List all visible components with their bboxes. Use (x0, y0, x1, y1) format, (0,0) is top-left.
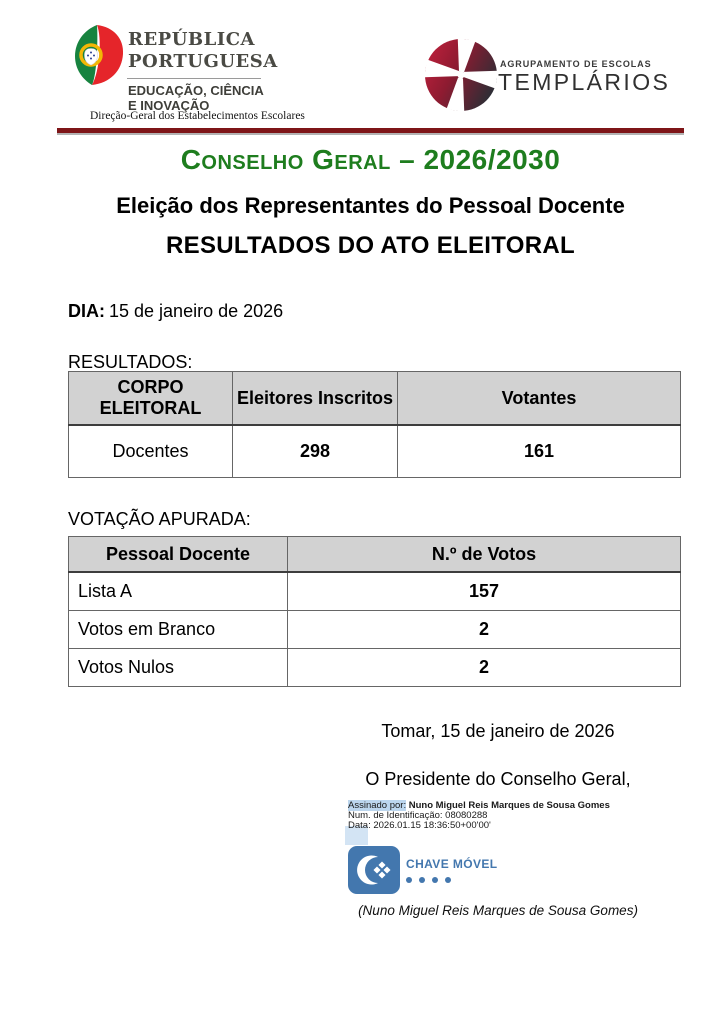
ministry-line1: EDUCAÇÃO, CIÊNCIA (128, 83, 264, 98)
school-group-label: AGRUPAMENTO DE ESCOLAS (500, 59, 652, 69)
results-table-row (69, 425, 681, 478)
voting-header-votos: N.º de Votos (288, 537, 681, 573)
chave-dot (432, 877, 438, 883)
chave-dot (445, 877, 451, 883)
voting-table-row (69, 649, 681, 687)
results-cell-inscritos: 298 (233, 425, 398, 478)
ministry-line2: E INOVAÇÃO (128, 97, 210, 113)
voting-value-nulos: 2 (288, 649, 681, 687)
directorate-label: Direção-Geral dos Estabelecimentos Escolares (90, 110, 305, 122)
signature-line-date: Data: 2026.01.15 18:36:50+00'00' (348, 819, 491, 831)
date-value: 15 de janeiro de 2026 (109, 301, 284, 321)
voting-value-brancos: 2 (288, 611, 681, 649)
ministry-text (128, 84, 264, 113)
results-cell-votantes: 161 (398, 425, 681, 478)
date-line (68, 301, 283, 322)
voting-table-row (69, 611, 681, 649)
voting-value-lista-a: 157 (288, 572, 681, 611)
chave-movel-dots (406, 877, 451, 883)
templarios-cross-icon (423, 36, 499, 114)
election-subtitle: Eleição dos Representantes do Pessoal Docente (116, 193, 625, 218)
voting-row-lista-a: Lista A (69, 572, 288, 611)
results-section-label: RESULTADOS: (68, 352, 193, 372)
voting-table (68, 536, 681, 687)
results-header-corpo: CORPO ELEITORAL (69, 372, 233, 426)
voting-row-nulos: Votos Nulos (69, 649, 288, 687)
republic-line2: PORTUGUESA (128, 51, 278, 72)
place-date-line: Tomar, 15 de janeiro de 2026 (381, 721, 615, 741)
chave-movel-icon (348, 846, 400, 894)
voting-header-docente: Pessoal Docente (69, 537, 288, 573)
chave-dot (406, 877, 412, 883)
date-label: DIA: (68, 301, 105, 321)
signature-line-id: Num. de Identificação: 08080288 (348, 809, 488, 821)
results-header-inscritos: Eleitores Inscritos (233, 372, 398, 426)
chave-movel-label: CHAVE MÓVEL (406, 857, 498, 871)
digital-signature-block (348, 801, 610, 831)
results-table (68, 371, 681, 478)
gov-logo-divider (127, 78, 261, 79)
chave-dot (419, 877, 425, 883)
results-title: RESULTADOS DO ATO ELEITORAL (166, 232, 575, 259)
republic-logo-text (128, 29, 278, 73)
results-cell-body: Docentes (69, 425, 233, 478)
voting-section-label: VOTAÇÃO APURADA: (68, 509, 251, 529)
results-table-header-row (69, 372, 681, 426)
signed-by-name: Nuno Miguel Reis Marques de Sousa Gomes (408, 800, 610, 811)
portugal-flag-icon (70, 24, 126, 86)
voting-table-header-row (69, 537, 681, 573)
signed-by-label: Assinado por: (348, 800, 407, 811)
voting-table-row (69, 572, 681, 611)
republic-line1: REPÚBLICA (128, 29, 255, 50)
header-rule (57, 128, 684, 135)
council-title: Conselho Geral – 2026/2030 (180, 144, 561, 175)
results-header-votantes: Votantes (398, 372, 681, 426)
school-name: TEMPLÁRIOS (498, 69, 671, 95)
printed-signer-name: (Nuno Miguel Reis Marques de Sousa Gomes) (358, 903, 638, 918)
signer-title-line: O Presidente do Conselho Geral, (365, 769, 631, 789)
voting-row-brancos: Votos em Branco (69, 611, 288, 649)
